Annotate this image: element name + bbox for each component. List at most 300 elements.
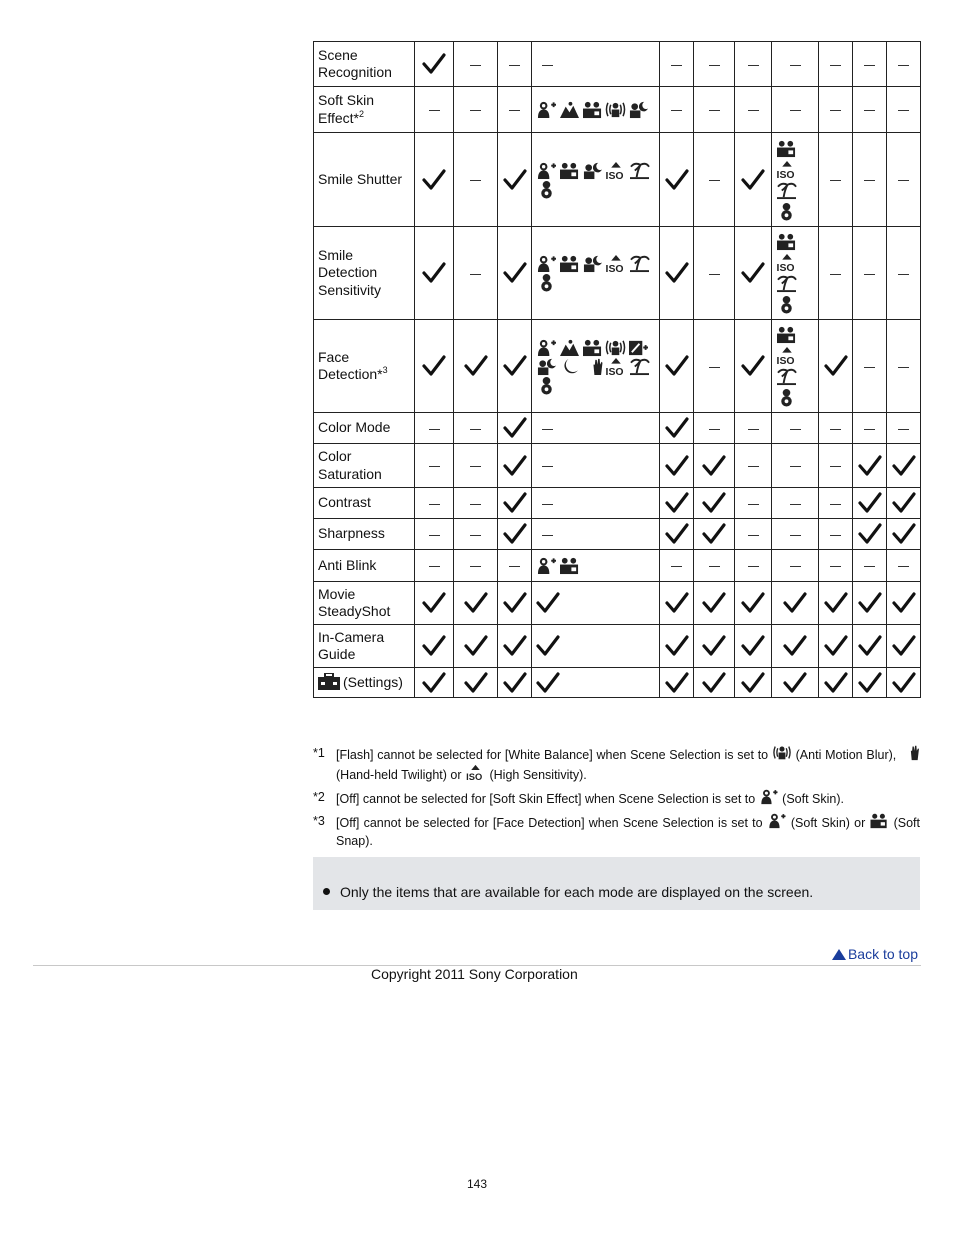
checkmark-icon	[665, 592, 689, 614]
high-sensitivity-icon	[776, 253, 798, 272]
cell-available	[772, 668, 819, 698]
checkmark-icon	[464, 672, 488, 694]
cell-unavailable	[819, 444, 853, 488]
cell-unavailable	[853, 227, 887, 320]
checkmark-icon	[858, 523, 882, 545]
dash-icon	[830, 110, 841, 111]
checkmark-icon	[503, 169, 527, 191]
dash-icon	[830, 504, 841, 505]
high-sensitivity-icon	[605, 254, 627, 273]
dash-icon	[429, 429, 440, 430]
cell-available	[853, 519, 887, 550]
cell-available	[415, 668, 454, 698]
cell-unavailable	[819, 550, 853, 582]
row-label	[314, 444, 415, 488]
soft-snap-icon	[559, 161, 580, 180]
dash-icon	[790, 566, 801, 567]
cell-available	[660, 227, 694, 320]
cell-unavailable	[853, 133, 887, 227]
cell-unavailable	[853, 87, 887, 133]
cell-available	[887, 582, 921, 625]
cell-unavailable	[498, 87, 532, 133]
soft-snap-icon	[559, 254, 580, 273]
soft-snap-icon	[776, 232, 797, 251]
anti-motion-blur-icon	[772, 744, 792, 761]
checkmark-icon	[665, 455, 689, 477]
cell-unavailable	[735, 488, 772, 519]
cell-unavailable	[454, 444, 498, 488]
dash-icon	[470, 65, 481, 66]
cell-unavailable	[454, 133, 498, 227]
cell-scene-icons	[532, 133, 660, 227]
snow-icon	[536, 273, 557, 292]
cell-unavailable	[819, 133, 853, 227]
soft-snap-icon	[776, 139, 797, 158]
footnote-text: (Hand-held Twilight) or	[336, 768, 465, 782]
cell-unavailable	[853, 413, 887, 444]
dash-icon	[470, 180, 481, 181]
checkmark-icon	[422, 592, 446, 614]
cell-available	[819, 625, 853, 668]
checkmark-icon	[741, 169, 765, 191]
cell-unavailable	[454, 42, 498, 87]
cell-available	[772, 582, 819, 625]
checkmark-icon	[702, 635, 726, 657]
high-sensitivity-icon	[605, 357, 627, 376]
dash-icon	[709, 566, 720, 567]
cell-unavailable	[887, 413, 921, 444]
cell-available	[660, 625, 694, 668]
dash-icon	[470, 110, 481, 111]
dash-icon	[830, 429, 841, 430]
night-portrait-icon	[582, 161, 603, 180]
row-label-text: Smile Detection Sensitivity	[318, 246, 382, 298]
dash-icon	[542, 535, 553, 536]
cell-available	[498, 413, 532, 444]
cell-available	[819, 320, 853, 413]
cell-available	[498, 133, 532, 227]
row-label	[314, 488, 415, 519]
night-scene-icon	[559, 357, 580, 376]
night-portrait-icon	[536, 357, 557, 376]
dash-icon	[830, 466, 841, 467]
high-sensitivity-icon	[605, 161, 627, 180]
cell-available	[660, 413, 694, 444]
cell-available	[498, 444, 532, 488]
row-label	[314, 42, 415, 87]
cell-scene-icons	[772, 227, 819, 320]
svg-text:ISO: ISO	[605, 170, 624, 180]
dash-icon	[429, 535, 440, 536]
checkmark-icon	[422, 169, 446, 191]
footnote-text: [Off] cannot be selected for [Face Detection] when Scene Selection is set to	[336, 816, 767, 830]
cell-available	[772, 625, 819, 668]
svg-text:ISO: ISO	[776, 263, 795, 272]
cell-available	[735, 668, 772, 698]
checkmark-icon	[892, 455, 916, 477]
dash-icon	[830, 535, 841, 536]
cell-available	[694, 519, 735, 550]
checkmark-icon	[665, 672, 689, 694]
dash-icon	[830, 180, 841, 181]
cell-available	[415, 320, 454, 413]
dash-icon	[709, 367, 720, 368]
cell-unavailable	[532, 519, 660, 550]
cell-unavailable	[887, 320, 921, 413]
checkmark-icon	[503, 635, 527, 657]
cell-available	[735, 625, 772, 668]
cell-available	[415, 42, 454, 87]
anti-motion-blur-icon	[605, 100, 626, 119]
cell-unavailable	[454, 519, 498, 550]
cell-available	[853, 444, 887, 488]
row-label-text: Color Saturation	[318, 448, 382, 482]
cell-unavailable	[819, 519, 853, 550]
row-label	[314, 625, 415, 668]
cell-available	[660, 668, 694, 698]
footnote-text: (Soft Skin) or	[786, 816, 870, 830]
checkmark-icon	[503, 592, 527, 614]
copyright-text: Copyright 2011 Sony Corporation	[371, 966, 578, 982]
footnote-text: (Soft Snap).	[336, 816, 920, 848]
cell-scene-icons	[532, 320, 660, 413]
dash-icon	[898, 429, 909, 430]
dash-icon	[864, 429, 875, 430]
cell-available	[694, 444, 735, 488]
beach-icon	[776, 274, 797, 293]
cell-unavailable	[887, 87, 921, 133]
checkmark-icon	[536, 672, 560, 694]
checkmark-icon	[422, 635, 446, 657]
checkmark-icon	[536, 592, 560, 614]
cell-unavailable	[532, 444, 660, 488]
cell-unavailable	[454, 488, 498, 519]
dash-icon	[671, 566, 682, 567]
cell-unavailable	[887, 42, 921, 87]
cell-scene-icons	[532, 227, 660, 320]
cell-unavailable	[694, 42, 735, 87]
row-label	[314, 320, 415, 413]
checkmark-icon	[741, 592, 765, 614]
checkmark-icon	[824, 672, 848, 694]
cell-unavailable	[772, 42, 819, 87]
checkmark-icon	[741, 635, 765, 657]
dash-icon	[898, 65, 909, 66]
cell-unavailable	[735, 550, 772, 582]
soft-skin-icon	[536, 556, 557, 575]
table-row	[314, 668, 921, 698]
cell-unavailable	[735, 87, 772, 133]
cell-available	[532, 625, 660, 668]
cell-available	[498, 582, 532, 625]
cell-unavailable	[819, 87, 853, 133]
landscape-icon	[559, 338, 580, 357]
checkmark-icon	[824, 355, 848, 377]
cell-unavailable	[735, 42, 772, 87]
row-label	[314, 87, 415, 133]
table-row	[314, 625, 921, 668]
cell-available	[887, 519, 921, 550]
checkmark-icon	[892, 672, 916, 694]
checkmark-icon	[858, 455, 882, 477]
cell-unavailable	[819, 42, 853, 87]
checkmark-icon	[503, 523, 527, 545]
cell-scene-icons	[772, 320, 819, 413]
cell-unavailable	[660, 87, 694, 133]
checkmark-icon	[783, 635, 807, 657]
dash-icon	[790, 65, 801, 66]
cell-available	[498, 227, 532, 320]
cell-available	[660, 488, 694, 519]
cell-available	[660, 519, 694, 550]
checkmark-icon	[858, 635, 882, 657]
checkmark-icon	[892, 523, 916, 545]
footnote-text: [Off] cannot be selected for [Soft Skin Effect] when Scene Selection is set to	[336, 792, 759, 806]
cell-unavailable	[694, 87, 735, 133]
row-label	[314, 413, 415, 444]
cell-available	[454, 582, 498, 625]
back-to-top-link[interactable]	[832, 946, 918, 962]
dash-icon	[830, 566, 841, 567]
footnote	[313, 812, 920, 850]
snow-icon	[536, 180, 557, 199]
soft-skin-icon	[759, 788, 779, 805]
cell-unavailable	[415, 87, 454, 133]
footnote-text: (Soft Skin).	[778, 792, 844, 806]
cell-available	[853, 582, 887, 625]
table-row	[314, 444, 921, 488]
dash-icon	[671, 110, 682, 111]
bullet-icon	[323, 888, 330, 895]
checkmark-icon	[422, 53, 446, 75]
checkmark-icon	[422, 262, 446, 284]
dash-icon	[830, 274, 841, 275]
row-label-text: Face Detection*	[318, 348, 383, 382]
cell-unavailable	[415, 488, 454, 519]
checkmark-icon	[536, 635, 560, 657]
dash-icon	[864, 566, 875, 567]
checkmark-icon	[422, 672, 446, 694]
cell-unavailable	[454, 413, 498, 444]
checkmark-icon	[665, 417, 689, 439]
checkmark-icon	[858, 492, 882, 514]
cell-available	[532, 668, 660, 698]
dash-icon	[542, 466, 553, 467]
dash-icon	[748, 429, 759, 430]
svg-text:ISO: ISO	[605, 366, 624, 376]
row-label	[314, 582, 415, 625]
dash-icon	[898, 110, 909, 111]
cell-unavailable	[454, 87, 498, 133]
dash-icon	[898, 180, 909, 181]
checkmark-icon	[665, 355, 689, 377]
dash-icon	[470, 274, 481, 275]
cell-available	[498, 320, 532, 413]
dash-icon	[709, 274, 720, 275]
table-row	[314, 227, 921, 320]
dash-icon	[864, 65, 875, 66]
cell-available	[853, 488, 887, 519]
checkmark-icon	[892, 592, 916, 614]
checkmark-icon	[665, 635, 689, 657]
cell-available	[415, 625, 454, 668]
dash-icon	[864, 110, 875, 111]
row-label-text: (Settings)	[343, 674, 403, 691]
checkmark-icon	[702, 592, 726, 614]
table-row	[314, 42, 921, 87]
dash-icon	[429, 466, 440, 467]
dash-icon	[898, 274, 909, 275]
snow-icon	[536, 376, 557, 395]
dash-icon	[864, 180, 875, 181]
checkmark-icon	[464, 355, 488, 377]
snow-icon	[776, 295, 797, 314]
checkmark-icon	[464, 592, 488, 614]
cell-unavailable	[532, 413, 660, 444]
table-row	[314, 550, 921, 582]
snow-icon	[776, 202, 797, 221]
dash-icon	[790, 466, 801, 467]
checkmark-icon	[824, 592, 848, 614]
row-label-text: Color Mode	[318, 419, 391, 436]
row-label	[314, 519, 415, 550]
soft-skin-icon	[767, 812, 787, 829]
cell-available	[887, 668, 921, 698]
table-row	[314, 320, 921, 413]
row-label-text: Movie SteadyShot	[318, 585, 391, 619]
table-row	[314, 133, 921, 227]
dash-icon	[429, 110, 440, 111]
footnote	[313, 788, 920, 808]
dash-icon	[542, 65, 553, 66]
cell-available	[853, 625, 887, 668]
cell-available	[694, 488, 735, 519]
dash-icon	[542, 504, 553, 505]
dash-icon	[671, 65, 682, 66]
cell-unavailable	[660, 550, 694, 582]
row-label-text: Smile Shutter	[318, 170, 403, 187]
beach-icon	[776, 181, 797, 200]
cell-unavailable	[415, 444, 454, 488]
cell-unavailable	[772, 444, 819, 488]
beach-icon	[629, 161, 650, 180]
cell-available	[887, 625, 921, 668]
soft-snap-icon	[582, 100, 603, 119]
cell-available	[454, 625, 498, 668]
night-portrait-icon	[582, 254, 603, 273]
checkmark-icon	[503, 417, 527, 439]
checkmark-icon	[665, 523, 689, 545]
cell-available	[735, 133, 772, 227]
checkmark-icon	[702, 523, 726, 545]
footnote-key: *2	[313, 790, 325, 804]
dash-icon	[748, 65, 759, 66]
checkmark-icon	[824, 635, 848, 657]
beach-icon	[629, 254, 650, 273]
dash-icon	[509, 65, 520, 66]
anti-motion-blur-icon	[605, 338, 626, 357]
cell-unavailable	[819, 488, 853, 519]
cell-unavailable	[772, 519, 819, 550]
soft-snap-icon	[582, 338, 603, 357]
dash-icon	[470, 429, 481, 430]
checkmark-icon	[503, 672, 527, 694]
dash-icon	[429, 504, 440, 505]
checkmark-icon	[503, 262, 527, 284]
settings-toolbox-icon	[318, 673, 340, 690]
handheld-twilight-icon	[900, 744, 920, 761]
cell-unavailable	[772, 413, 819, 444]
dash-icon	[864, 274, 875, 275]
cell-scene-icons	[532, 550, 660, 582]
cell-available	[532, 582, 660, 625]
soft-snap-icon	[869, 812, 889, 829]
cell-unavailable	[887, 550, 921, 582]
up-triangle-icon	[832, 949, 846, 960]
checkmark-icon	[783, 672, 807, 694]
dash-icon	[864, 367, 875, 368]
dash-icon	[470, 566, 481, 567]
cell-unavailable	[887, 227, 921, 320]
checkmark-icon	[702, 455, 726, 477]
svg-text:ISO: ISO	[466, 772, 483, 781]
page-number: 143	[466, 1177, 488, 1191]
checkmark-icon	[892, 635, 916, 657]
cell-unavailable	[772, 550, 819, 582]
cell-unavailable	[532, 488, 660, 519]
cell-unavailable	[415, 413, 454, 444]
svg-text:ISO: ISO	[776, 356, 795, 365]
high-sensitivity-icon	[776, 160, 798, 179]
svg-text:ISO: ISO	[605, 264, 624, 273]
cell-available	[819, 582, 853, 625]
checkmark-icon	[858, 672, 882, 694]
dash-icon	[709, 180, 720, 181]
dash-icon	[470, 504, 481, 505]
cell-unavailable	[735, 413, 772, 444]
cell-unavailable	[819, 227, 853, 320]
row-label-text: Soft Skin Effect*	[318, 92, 375, 126]
cell-available	[660, 320, 694, 413]
footnote	[313, 744, 920, 784]
checkmark-icon	[858, 592, 882, 614]
dash-icon	[790, 504, 801, 505]
checkmark-icon	[783, 592, 807, 614]
cell-unavailable	[772, 488, 819, 519]
cell-available	[660, 582, 694, 625]
dash-icon	[790, 110, 801, 111]
cell-available	[853, 668, 887, 698]
soft-skin-icon	[536, 161, 557, 180]
cell-available	[498, 488, 532, 519]
checkmark-icon	[741, 355, 765, 377]
soft-skin-icon	[536, 254, 557, 273]
cell-unavailable	[498, 550, 532, 582]
cell-available	[887, 444, 921, 488]
footnote-text: [Flash] cannot be selected for [White Balance] when Scene Selection is set to	[336, 748, 772, 762]
dash-icon	[830, 65, 841, 66]
dash-icon	[748, 110, 759, 111]
cell-available	[415, 133, 454, 227]
cell-unavailable	[735, 444, 772, 488]
row-label-text: Scene Recognition	[318, 46, 392, 80]
dash-icon	[898, 566, 909, 567]
cell-unavailable	[694, 413, 735, 444]
cell-available	[887, 488, 921, 519]
table-row	[314, 519, 921, 550]
dash-icon	[542, 429, 553, 430]
table-row	[314, 413, 921, 444]
